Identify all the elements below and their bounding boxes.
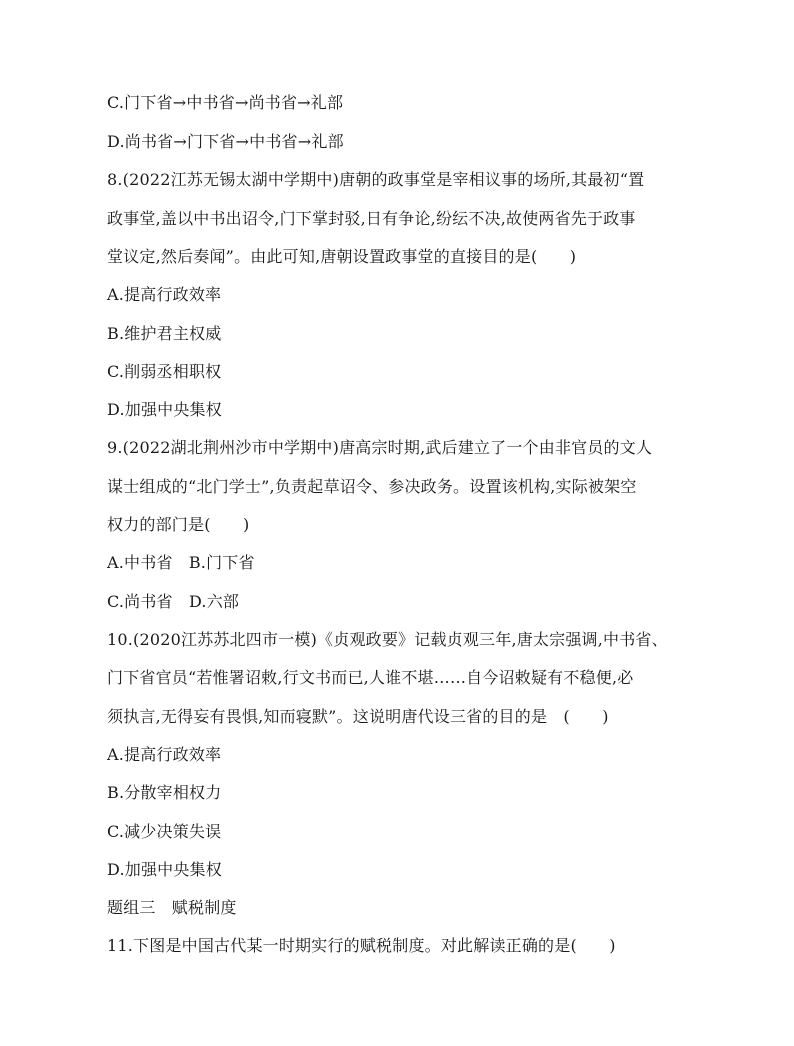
q8-option-d: D.加强中央集权 bbox=[107, 400, 222, 419]
q8-stem-line-2: 政事堂,盖以中书出诏令,门下掌封驳,日有争论,纷纭不决,故使两省先于政事 bbox=[107, 209, 636, 228]
q10-option-c: C.减少决策失误 bbox=[107, 822, 222, 841]
q10-stem-line-2: 门下省官员“若惟署诏敕,行文书而已,人谁不堪……自今诏敕疑有不稳便,必 bbox=[107, 668, 634, 687]
q9-options-cd: C.尚书省 D.六部 bbox=[107, 592, 240, 611]
section-heading: 题组三 赋税制度 bbox=[107, 898, 237, 917]
q10-stem-line-3: 须执言,无得妄有畏惧,知而寝默”。这说明唐代设三省的目的是 ( ) bbox=[107, 707, 609, 726]
q10-option-a: A.提高行政效率 bbox=[107, 745, 222, 764]
q11-stem-line-1: 11.下图是中国古代某一时期实行的赋税制度。对此解读正确的是( ) bbox=[107, 936, 616, 955]
q10-option-d: D.加强中央集权 bbox=[107, 860, 222, 879]
q8-option-a: A.提高行政效率 bbox=[107, 285, 222, 304]
q10-option-b: B.分散宰相权力 bbox=[107, 783, 222, 802]
q8-stem-line-3: 堂议定,然后奏闻”。由此可知,唐朝设置政事堂的直接目的是( ) bbox=[107, 247, 577, 266]
q9-options-ab: A.中书省 B.门下省 bbox=[107, 553, 255, 572]
q8-option-b: B.维护君主权威 bbox=[107, 324, 222, 343]
q8-option-c: C.削弱丞相职权 bbox=[107, 362, 222, 381]
q8-stem-line-1: 8.(2022江苏无锡太湖中学期中)唐朝的政事堂是宰相议事的场所,其最初“置 bbox=[107, 170, 645, 189]
q9-stem-line-3: 权力的部门是( ) bbox=[107, 515, 250, 534]
q7-option-d: D.尚书省→门下省→中书省→礼部 bbox=[107, 132, 344, 151]
q7-option-c: C.门下省→中书省→尚书省→礼部 bbox=[107, 93, 344, 112]
q9-stem-line-2: 谋士组成的“北门学士”,负责起草诏令、参决政务。设置该机构,实际被架空 bbox=[107, 477, 637, 496]
q9-stem-line-1: 9.(2022湖北荆州沙市中学期中)唐高宗时期,武后建立了一个由非官员的文人 bbox=[107, 438, 653, 457]
q10-stem-line-1: 10.(2020江苏苏北四市一模)《贞观政要》记载贞观三年,唐太宗强调,中书省、 bbox=[107, 630, 668, 649]
